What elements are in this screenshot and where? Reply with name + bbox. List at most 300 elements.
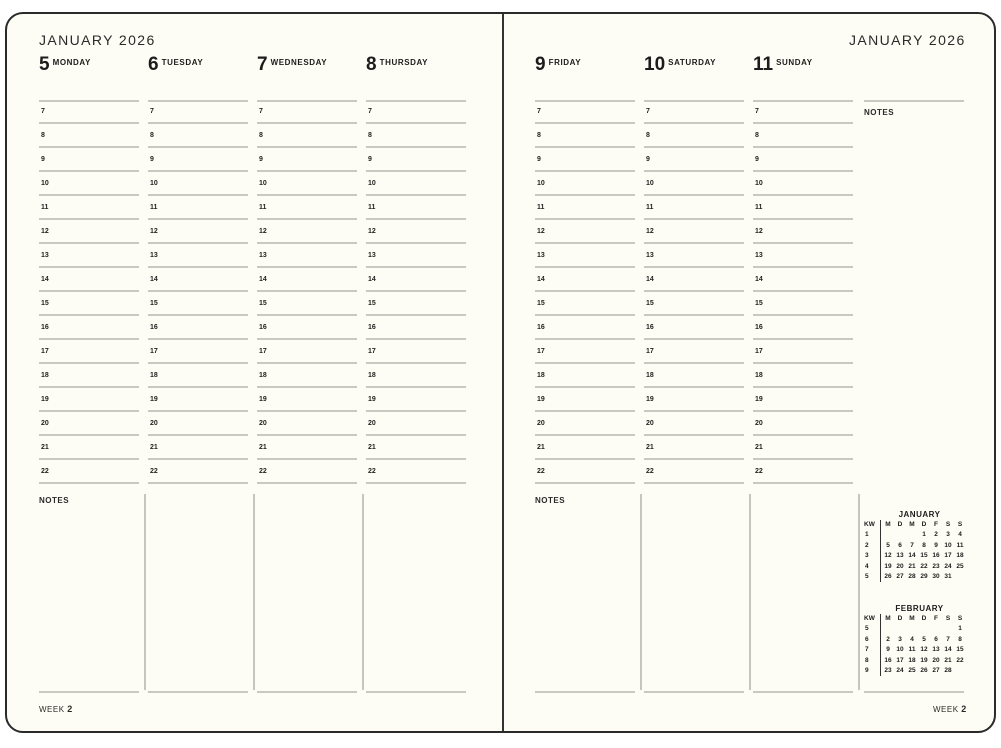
mini-day[interactable]: 18	[908, 656, 916, 664]
hour-label: 8	[537, 132, 541, 139]
hour-rule[interactable]	[39, 170, 139, 172]
hour-label: 12	[646, 228, 654, 235]
hour-rule[interactable]	[535, 218, 635, 220]
hour-label: 20	[41, 420, 49, 427]
kw-number: 8	[865, 656, 869, 664]
hour-rule[interactable]	[148, 242, 248, 244]
hour-rule[interactable]	[257, 362, 357, 364]
hour-rule[interactable]	[535, 170, 635, 172]
mini-day[interactable]: 11	[956, 541, 964, 549]
hour-rule[interactable]	[644, 482, 744, 484]
hour-rule[interactable]	[148, 266, 248, 268]
hour-label: 11	[646, 204, 654, 211]
day-header-left-0	[39, 56, 91, 74]
weekday-header: M	[909, 615, 915, 622]
mini-day[interactable]: 18	[956, 552, 964, 559]
hour-rule[interactable]	[753, 458, 853, 460]
hour-label: 11	[259, 204, 267, 211]
hour-rule[interactable]	[644, 290, 744, 292]
hour-rule[interactable]	[366, 242, 466, 244]
hour-label: 9	[150, 156, 154, 163]
hour-rule[interactable]	[535, 410, 635, 412]
mini-day[interactable]: 27	[932, 667, 940, 674]
week-label-left	[39, 704, 73, 714]
kw-number: 2	[865, 541, 869, 549]
mini-day[interactable]: 24	[896, 667, 904, 674]
hour-rule[interactable]	[39, 410, 139, 412]
weekday-header: M	[885, 521, 891, 528]
hour-rule[interactable]	[753, 122, 853, 124]
hour-rule[interactable]	[644, 338, 744, 340]
mini-day[interactable]: 24	[944, 562, 952, 570]
hour-label: 16	[646, 324, 654, 331]
hour-rule[interactable]	[148, 146, 248, 148]
kw-header: KW	[864, 521, 875, 528]
hour-label: 10	[368, 180, 376, 187]
mini-day[interactable]: 19	[920, 656, 928, 664]
mini-day[interactable]: 3	[898, 635, 902, 643]
hour-rule[interactable]	[644, 386, 744, 388]
hour-rule[interactable]	[39, 314, 139, 316]
hour-rule[interactable]	[366, 362, 466, 364]
hour-rule[interactable]	[366, 434, 466, 436]
mini-day[interactable]: 3	[946, 531, 950, 538]
hour-rule[interactable]	[753, 266, 853, 268]
hour-label: 18	[755, 372, 763, 379]
hour-rule[interactable]	[753, 146, 853, 148]
week-label-right	[933, 704, 967, 714]
week-text: WEEK	[933, 705, 959, 714]
mini-day[interactable]: 26	[884, 573, 892, 580]
hour-label: 22	[41, 468, 49, 475]
hour-rule[interactable]	[366, 218, 466, 220]
hour-label: 20	[368, 420, 376, 427]
mini-calendar-title: JANUARY	[898, 510, 941, 519]
hour-rule[interactable]	[148, 386, 248, 388]
hour-label: 20	[150, 420, 158, 427]
kw-number: 5	[865, 625, 869, 632]
hour-rule[interactable]	[39, 482, 139, 484]
hour-rule[interactable]	[257, 194, 357, 196]
hour-rule[interactable]	[366, 314, 466, 316]
hour-rule[interactable]	[644, 146, 744, 148]
mini-day[interactable]: 21	[944, 656, 952, 664]
hour-rule[interactable]	[257, 386, 357, 388]
hour-rule[interactable]	[366, 122, 466, 124]
mini-day[interactable]: 15	[920, 552, 928, 559]
hour-rule[interactable]	[39, 242, 139, 244]
mini-day[interactable]: 9	[934, 541, 938, 549]
weekday-header: S	[957, 615, 963, 622]
hour-rule[interactable]	[535, 338, 635, 340]
hour-label: 22	[368, 468, 376, 475]
hour-label: 18	[368, 372, 376, 379]
hour-label: 17	[368, 348, 376, 355]
weekday-header: D	[921, 615, 927, 622]
hour-label: 10	[41, 180, 49, 187]
hour-rule[interactable]	[753, 386, 853, 388]
hour-rule[interactable]	[39, 338, 139, 340]
mini-day[interactable]: 14	[908, 552, 916, 559]
bottom-rule	[39, 691, 139, 693]
mini-day[interactable]: 19	[884, 562, 892, 570]
hour-rule[interactable]	[366, 410, 466, 412]
kw-number: 4	[865, 562, 869, 570]
hour-rule[interactable]	[148, 290, 248, 292]
hour-rule[interactable]	[257, 122, 357, 124]
day-number: 8	[366, 54, 377, 75]
hour-rule[interactable]	[148, 338, 248, 340]
mini-day[interactable]: 17	[896, 656, 904, 664]
hour-rule[interactable]	[644, 170, 744, 172]
hour-label: 7	[41, 108, 45, 115]
day-number: 9	[535, 54, 546, 75]
hour-label: 8	[368, 132, 372, 139]
day-name: SATURDAY	[668, 58, 717, 67]
hour-rule[interactable]	[39, 218, 139, 220]
hour-rule[interactable]	[535, 266, 635, 268]
mini-day[interactable]: 16	[884, 656, 892, 664]
hour-rule[interactable]	[535, 314, 635, 316]
mini-day[interactable]: 25	[908, 667, 916, 674]
hour-label: 21	[41, 444, 49, 451]
mini-day[interactable]: 4	[910, 635, 914, 643]
hour-rule[interactable]	[257, 242, 357, 244]
hour-rule[interactable]	[644, 218, 744, 220]
hour-label: 11	[150, 204, 158, 211]
mini-day[interactable]: 22	[956, 656, 964, 664]
month-title-left: JANUARY 2026	[39, 32, 156, 48]
weekday-header: S	[957, 521, 963, 528]
hour-label: 19	[41, 396, 49, 403]
hour-rule[interactable]	[366, 386, 466, 388]
hour-label: 18	[537, 372, 545, 379]
hour-label: 12	[368, 228, 376, 235]
hour-rule[interactable]	[535, 194, 635, 196]
header-rule	[39, 100, 139, 102]
day-name: FRIDAY	[548, 58, 582, 67]
mini-day[interactable]: 21	[908, 562, 916, 570]
hour-rule[interactable]	[644, 458, 744, 460]
hour-label: 10	[150, 180, 158, 187]
mini-day[interactable]: 31	[944, 573, 952, 580]
hour-label: 11	[537, 204, 545, 211]
mini-day[interactable]: 20	[932, 656, 940, 664]
mini-day[interactable]: 2	[886, 635, 890, 643]
hour-label: 9	[646, 156, 650, 163]
mini-day[interactable]: 23	[932, 562, 940, 570]
mini-calendar-title: FEBRUARY	[895, 604, 944, 613]
hour-label: 11	[368, 204, 376, 211]
side-bottom-rule	[864, 691, 964, 693]
kw-number: 5	[865, 573, 869, 580]
hour-rule[interactable]	[39, 266, 139, 268]
hour-rule[interactable]	[257, 290, 357, 292]
hour-rule[interactable]	[148, 362, 248, 364]
hour-rule[interactable]	[257, 410, 357, 412]
mini-day[interactable]: 17	[944, 552, 952, 559]
hour-rule[interactable]	[39, 146, 139, 148]
hour-rule[interactable]	[535, 122, 635, 124]
notes-label-left: NOTES	[39, 496, 70, 505]
kw-number: 3	[865, 552, 869, 559]
hour-rule[interactable]	[257, 218, 357, 220]
mini-day[interactable]: 30	[932, 573, 940, 580]
hour-label: 17	[755, 348, 763, 355]
month-title-right: JANUARY 2026	[849, 32, 966, 48]
hour-rule[interactable]	[257, 170, 357, 172]
mini-day[interactable]: 1	[958, 625, 962, 632]
hour-label: 15	[259, 300, 267, 307]
hour-rule[interactable]	[257, 434, 357, 436]
hour-rule[interactable]	[535, 434, 635, 436]
day-header-left-3	[366, 56, 428, 74]
hour-label: 17	[646, 348, 654, 355]
header-rule	[644, 100, 744, 102]
spine	[502, 14, 504, 731]
day-header-right-0	[535, 56, 581, 74]
hour-rule[interactable]	[753, 482, 853, 484]
mini-day[interactable]: 16	[932, 552, 940, 559]
hour-rule[interactable]	[644, 194, 744, 196]
hour-label: 22	[537, 468, 545, 475]
hour-rule[interactable]	[39, 290, 139, 292]
hour-label: 12	[755, 228, 763, 235]
mini-day[interactable]: 5	[886, 541, 890, 549]
mini-day[interactable]: 10	[944, 541, 952, 549]
mini-day[interactable]: 23	[884, 667, 892, 674]
hour-label: 16	[41, 324, 49, 331]
hour-rule[interactable]	[753, 290, 853, 292]
hour-rule[interactable]	[257, 314, 357, 316]
bottom-rule	[644, 691, 744, 693]
mini-day[interactable]: 7	[910, 541, 914, 549]
hour-rule[interactable]	[753, 434, 853, 436]
mini-day[interactable]: 15	[956, 646, 964, 653]
mini-day[interactable]: 13	[932, 646, 940, 653]
hour-label: 15	[150, 300, 158, 307]
hour-label: 19	[150, 396, 158, 403]
hour-rule[interactable]	[644, 242, 744, 244]
hour-label: 20	[537, 420, 545, 427]
mini-day[interactable]: 12	[920, 646, 928, 653]
hour-rule[interactable]	[644, 434, 744, 436]
mini-day[interactable]: 29	[920, 573, 928, 580]
hour-rule[interactable]	[366, 338, 466, 340]
week-text: WEEK	[39, 705, 65, 714]
hour-label: 11	[41, 204, 49, 211]
mini-calendar-january	[862, 510, 967, 590]
hour-label: 17	[41, 348, 49, 355]
mini-day[interactable]: 13	[896, 552, 904, 559]
mini-day[interactable]: 20	[896, 562, 904, 570]
hour-rule[interactable]	[753, 410, 853, 412]
hour-label: 21	[259, 444, 267, 451]
hour-rule[interactable]	[148, 194, 248, 196]
hour-label: 8	[259, 132, 263, 139]
hour-rule[interactable]	[644, 362, 744, 364]
hour-rule[interactable]	[148, 122, 248, 124]
mini-day[interactable]: 26	[920, 667, 928, 674]
header-rule	[257, 100, 357, 102]
hour-rule[interactable]	[257, 338, 357, 340]
hour-rule[interactable]	[257, 482, 357, 484]
mini-day[interactable]: 5	[922, 635, 926, 643]
hour-label: 12	[41, 228, 49, 235]
hour-rule[interactable]	[39, 458, 139, 460]
kw-separator	[880, 520, 881, 582]
day-header-right-2	[753, 56, 813, 74]
hour-rule[interactable]	[535, 458, 635, 460]
mini-day[interactable]: 8	[958, 635, 962, 643]
hour-label: 16	[368, 324, 376, 331]
mini-calendar-border	[858, 494, 860, 690]
hour-label: 12	[259, 228, 267, 235]
hour-label: 9	[537, 156, 541, 163]
mini-day[interactable]: 12	[884, 552, 892, 559]
hour-rule[interactable]	[753, 362, 853, 364]
mini-day[interactable]: 6	[934, 635, 938, 643]
notes-divider	[362, 494, 364, 690]
bottom-rule	[753, 691, 853, 693]
mini-day[interactable]: 8	[922, 541, 926, 549]
hour-label: 12	[150, 228, 158, 235]
header-rule	[535, 100, 635, 102]
day-name: SUNDAY	[776, 58, 813, 67]
mini-day[interactable]: 4	[958, 531, 962, 538]
hour-label: 7	[537, 108, 541, 115]
header-rule	[753, 100, 853, 102]
hour-label: 13	[150, 252, 158, 259]
hour-rule[interactable]	[535, 482, 635, 484]
hour-rule[interactable]	[257, 146, 357, 148]
bottom-rule	[148, 691, 248, 693]
mini-day[interactable]: 22	[920, 562, 928, 570]
hour-label: 21	[646, 444, 654, 451]
hour-rule[interactable]	[753, 170, 853, 172]
hour-label: 8	[41, 132, 45, 139]
hour-rule[interactable]	[148, 218, 248, 220]
hour-rule[interactable]	[366, 290, 466, 292]
day-header-left-2	[257, 56, 327, 74]
mini-day[interactable]: 27	[896, 573, 904, 580]
hour-rule[interactable]	[644, 314, 744, 316]
hour-rule[interactable]	[39, 122, 139, 124]
hour-rule[interactable]	[753, 338, 853, 340]
mini-day[interactable]: 9	[886, 646, 890, 653]
hour-label: 9	[41, 156, 45, 163]
hour-label: 20	[259, 420, 267, 427]
hour-rule[interactable]	[148, 410, 248, 412]
hour-label: 20	[646, 420, 654, 427]
hour-rule[interactable]	[753, 242, 853, 244]
hour-rule[interactable]	[366, 266, 466, 268]
hour-rule[interactable]	[39, 386, 139, 388]
day-name: WEDNESDAY	[270, 58, 328, 67]
hour-rule[interactable]	[148, 482, 248, 484]
hour-label: 15	[368, 300, 376, 307]
hour-label: 21	[150, 444, 158, 451]
header-rule	[366, 100, 466, 102]
hour-rule[interactable]	[644, 266, 744, 268]
week-number: 2	[67, 704, 73, 714]
hour-rule[interactable]	[148, 170, 248, 172]
hour-label: 15	[646, 300, 654, 307]
mini-day[interactable]: 10	[896, 646, 904, 653]
mini-day[interactable]: 1	[922, 531, 926, 538]
hour-rule[interactable]	[535, 362, 635, 364]
hour-rule[interactable]	[535, 386, 635, 388]
hour-rule[interactable]	[366, 458, 466, 460]
hour-rule[interactable]	[366, 194, 466, 196]
mini-day[interactable]: 28	[908, 573, 916, 580]
hour-label: 18	[646, 372, 654, 379]
hour-label: 20	[755, 420, 763, 427]
hour-rule[interactable]	[39, 362, 139, 364]
mini-day[interactable]: 11	[908, 646, 916, 653]
hour-rule[interactable]	[366, 170, 466, 172]
hour-rule[interactable]	[753, 218, 853, 220]
bottom-rule	[535, 691, 635, 693]
hour-label: 9	[259, 156, 263, 163]
mini-day[interactable]: 28	[944, 667, 952, 674]
hour-rule[interactable]	[39, 434, 139, 436]
side-notes-rule	[864, 100, 964, 102]
hour-label: 10	[537, 180, 545, 187]
hour-label: 7	[755, 108, 759, 115]
hour-rule[interactable]	[257, 458, 357, 460]
hour-label: 9	[755, 156, 759, 163]
mini-day[interactable]: 6	[898, 541, 902, 549]
hour-label: 14	[368, 276, 376, 283]
hour-rule[interactable]	[257, 266, 357, 268]
hour-label: 18	[41, 372, 49, 379]
hour-rule[interactable]	[366, 146, 466, 148]
mini-day[interactable]: 25	[956, 562, 964, 570]
hour-rule[interactable]	[535, 146, 635, 148]
hour-rule[interactable]	[644, 122, 744, 124]
day-name: TUESDAY	[161, 58, 204, 67]
hour-label: 19	[259, 396, 267, 403]
mini-day[interactable]: 14	[944, 646, 952, 653]
mini-day[interactable]: 2	[934, 531, 938, 538]
day-name: MONDAY	[52, 58, 91, 67]
hour-label: 15	[537, 300, 545, 307]
weekday-header: D	[897, 615, 903, 622]
hour-label: 13	[41, 252, 49, 259]
hour-label: 15	[41, 300, 49, 307]
hour-rule[interactable]	[366, 482, 466, 484]
hour-rule[interactable]	[535, 242, 635, 244]
hour-label: 18	[150, 372, 158, 379]
day-header-right-1	[644, 56, 716, 74]
hour-rule[interactable]	[148, 434, 248, 436]
hour-rule[interactable]	[39, 194, 139, 196]
weekday-header: F	[934, 521, 938, 528]
hour-rule[interactable]	[644, 410, 744, 412]
hour-label: 18	[259, 372, 267, 379]
hour-rule[interactable]	[148, 314, 248, 316]
hour-label: 16	[259, 324, 267, 331]
hour-rule[interactable]	[535, 290, 635, 292]
hour-rule[interactable]	[753, 314, 853, 316]
mini-day[interactable]: 7	[946, 635, 950, 643]
header-rule	[148, 100, 248, 102]
day-number: 10	[644, 54, 666, 75]
hour-rule[interactable]	[148, 458, 248, 460]
hour-rule[interactable]	[753, 194, 853, 196]
hour-label: 14	[150, 276, 158, 283]
